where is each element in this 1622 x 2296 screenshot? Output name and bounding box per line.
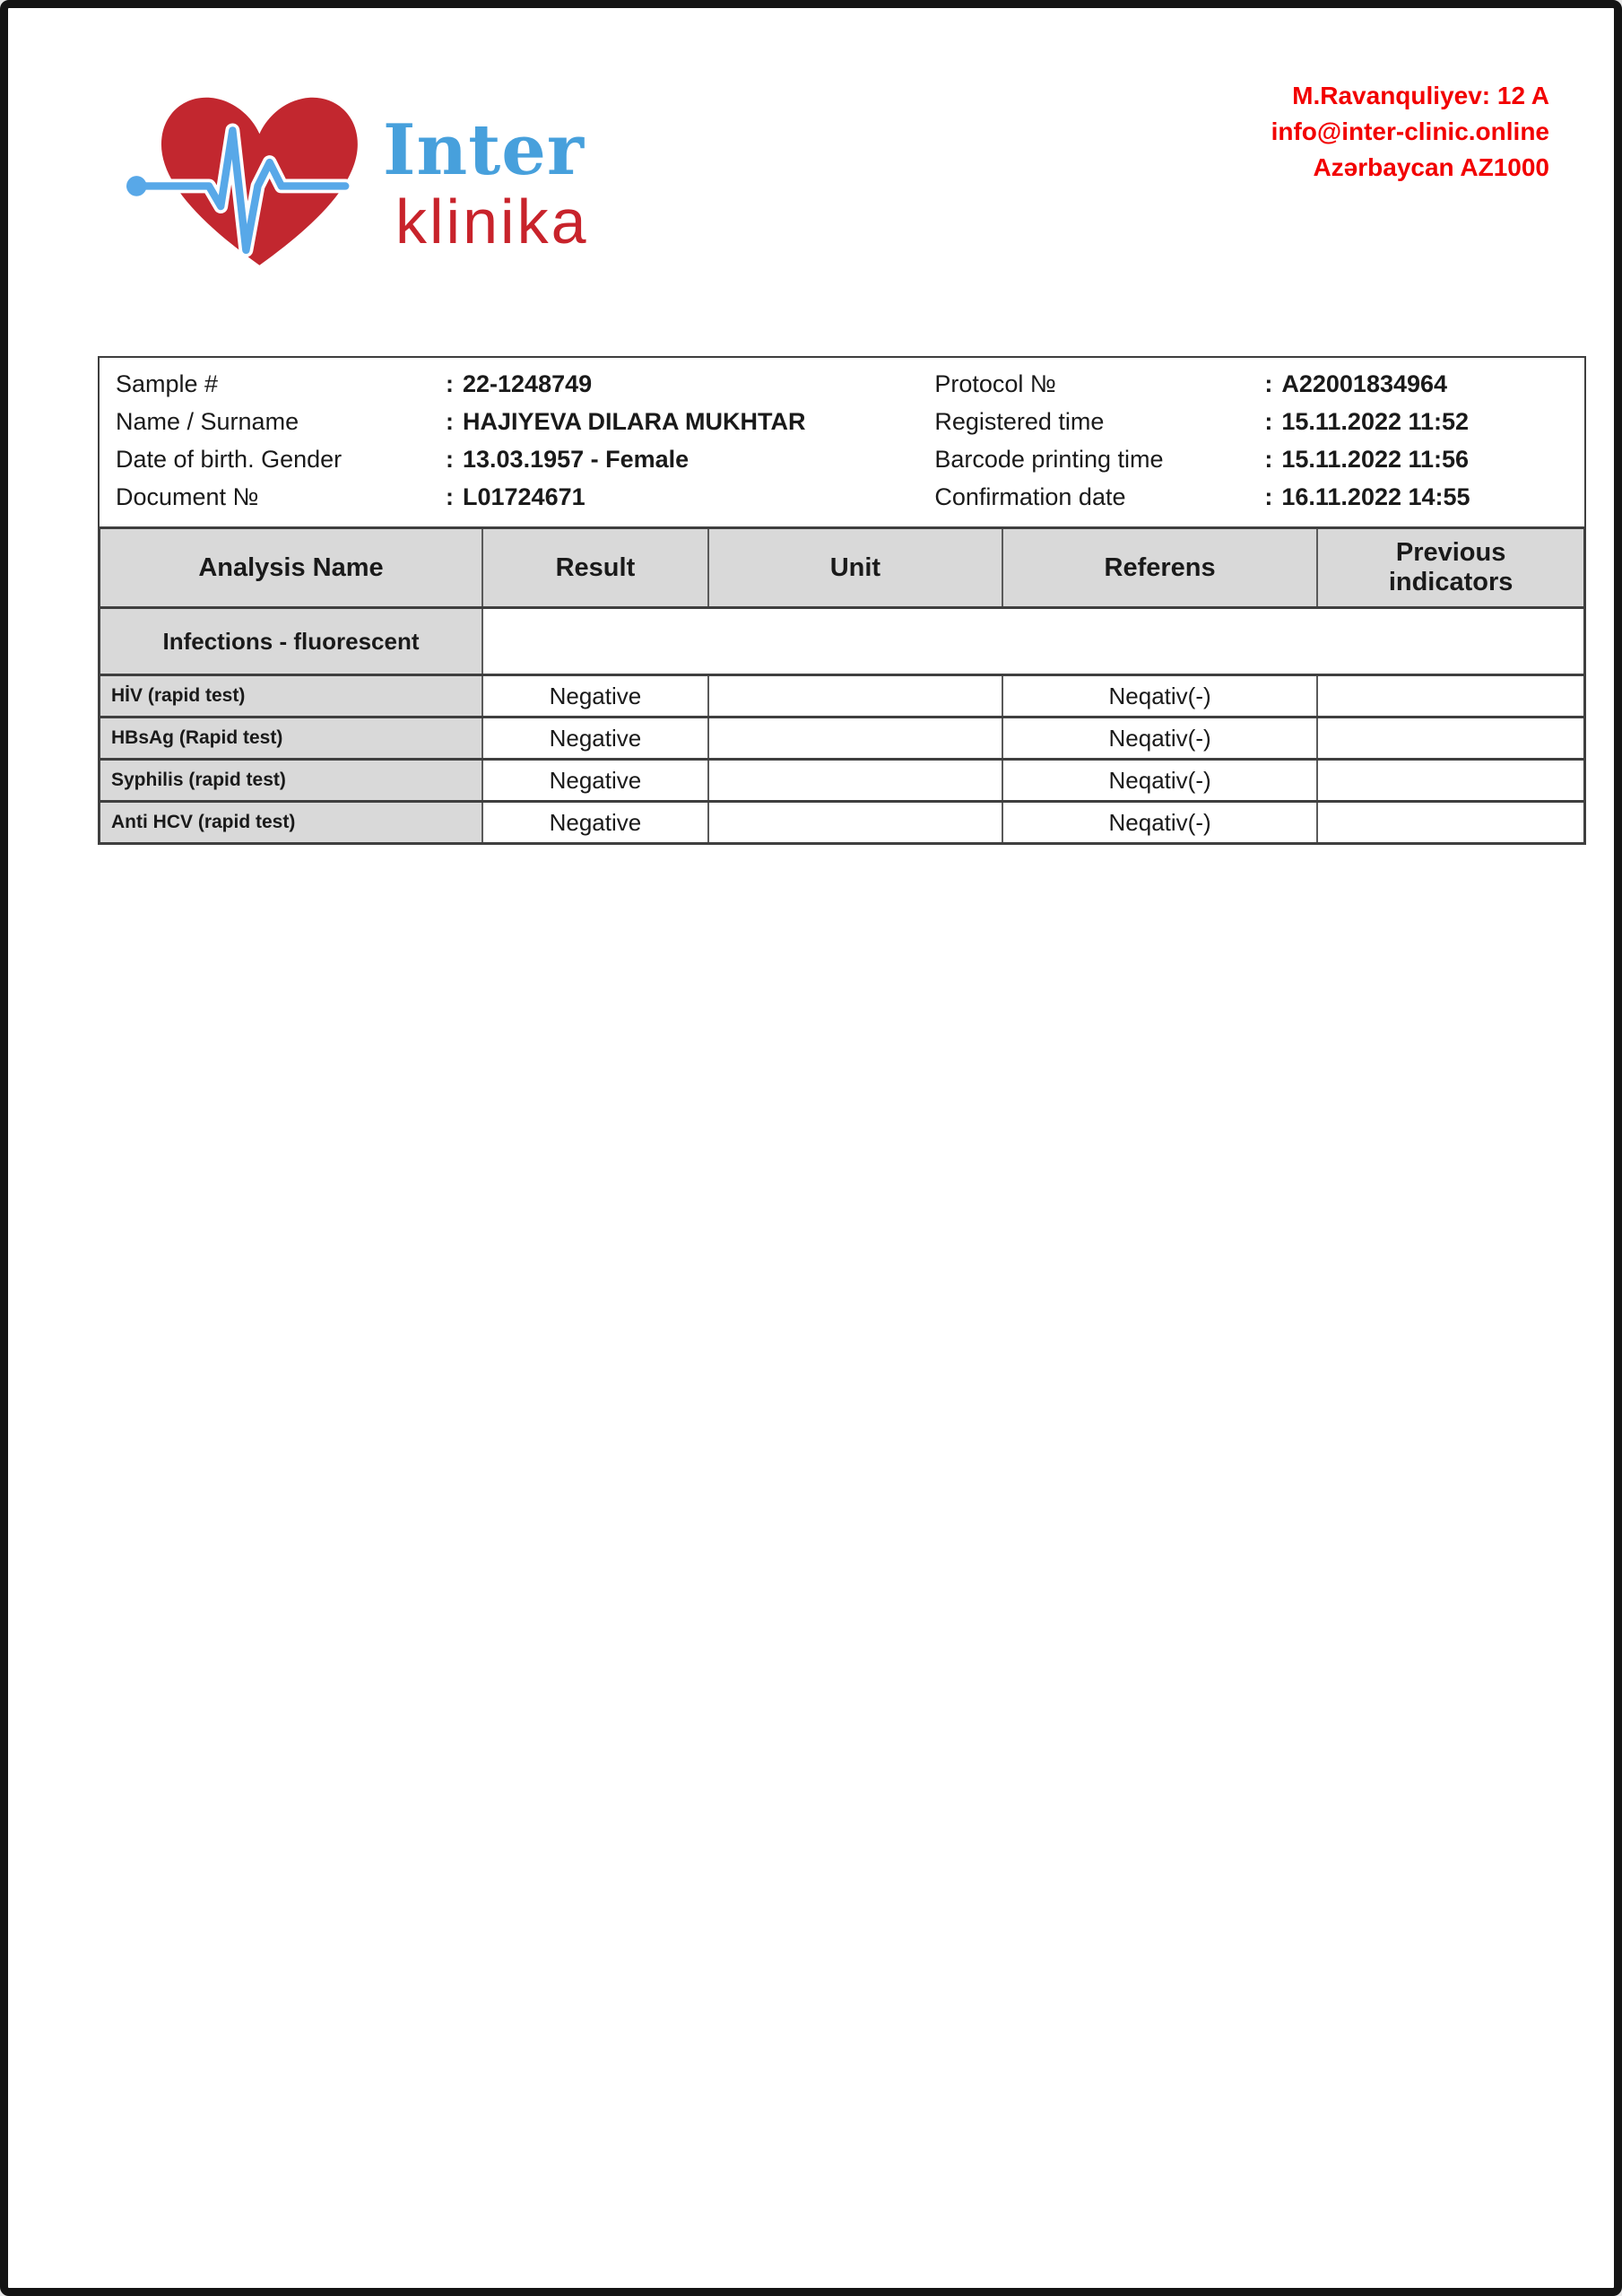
report-content — [98, 356, 1586, 845]
column-header-unit: Unit — [708, 528, 1002, 608]
section-row-spacer — [482, 608, 1585, 675]
info-label: Sample # — [116, 370, 219, 397]
results-table — [98, 526, 1586, 845]
patient-info-box — [98, 356, 1586, 528]
result-cell: Negative — [482, 760, 708, 802]
previous-indicators-cell — [1317, 802, 1584, 844]
unit-cell — [708, 718, 1002, 760]
column-header-referens: Referens — [1002, 528, 1317, 608]
contact-country-line: Azərbaycan AZ1000 — [1313, 153, 1549, 181]
info-row-sample — [100, 365, 931, 403]
logo-wordmark — [383, 109, 589, 257]
info-row-confirmation — [931, 478, 1584, 516]
info-label: Confirmation date — [934, 483, 1126, 510]
info-separator: : — [1264, 446, 1273, 473]
info-row-name — [100, 403, 931, 440]
info-value: A22001834964 — [1281, 370, 1448, 397]
result-cell: Negative — [482, 718, 708, 760]
table-row-hiv — [100, 675, 1585, 718]
previous-indicators-cell — [1317, 718, 1584, 760]
info-separator: : — [446, 408, 454, 435]
info-row-barcode — [931, 440, 1584, 478]
contact-address-line: M.Ravanquliyev: 12 A — [1292, 82, 1549, 109]
analysis-name-cell: Syphilis (rapid test) — [100, 760, 483, 802]
analysis-name-cell: HBsAg (Rapid test) — [100, 718, 483, 760]
info-label: Date of birth. Gender — [116, 446, 343, 473]
info-row-registered — [931, 403, 1584, 440]
result-cell: Negative — [482, 675, 708, 718]
info-value: 15.11.2022 11:52 — [1281, 408, 1470, 435]
info-separator: : — [446, 370, 454, 397]
unit-cell — [708, 675, 1002, 718]
section-title: Infections - fluorescent — [100, 608, 483, 675]
referens-cell: Neqativ(-) — [1002, 760, 1317, 802]
patient-info-left-column — [100, 365, 931, 516]
info-value: 13.03.1957 - Female — [463, 446, 690, 473]
info-label: Protocol № — [934, 370, 1056, 397]
logo-word-inter: Inter — [383, 109, 585, 191]
info-value: 16.11.2022 14:55 — [1281, 483, 1470, 510]
analysis-name-cell: Anti HCV (rapid test) — [100, 802, 483, 844]
clinic-logo — [125, 82, 589, 275]
info-label: Document № — [116, 483, 259, 510]
table-row-syphilis — [100, 760, 1585, 802]
table-row-anti-hcv — [100, 802, 1585, 844]
table-row-hbsag — [100, 718, 1585, 760]
column-header-analysis-name: Analysis Name — [100, 528, 483, 608]
heart-ecg-icon — [125, 82, 377, 275]
contact-email: info@inter-clinic.online — [1271, 117, 1549, 145]
previous-indicators-cell — [1317, 675, 1584, 718]
info-label: Registered time — [934, 408, 1105, 435]
info-separator: : — [1264, 483, 1273, 510]
info-value: 15.11.2022 11:56 — [1281, 446, 1470, 473]
info-value: 22-1248749 — [463, 370, 593, 397]
info-separator: : — [446, 446, 454, 473]
info-value: L01724671 — [463, 483, 585, 510]
previous-indicators-cell — [1317, 760, 1584, 802]
info-label: Name / Surname — [116, 408, 299, 435]
result-cell: Negative — [482, 802, 708, 844]
info-value: HAJIYEVA DILARA MUKHTAR — [463, 408, 806, 435]
info-label: Barcode printing time — [934, 446, 1164, 473]
referens-cell: Neqativ(-) — [1002, 718, 1317, 760]
unit-cell — [708, 760, 1002, 802]
info-separator: : — [1264, 370, 1273, 397]
info-row-birth-gender — [100, 440, 931, 478]
info-separator: : — [446, 483, 454, 510]
referens-cell: Neqativ(-) — [1002, 675, 1317, 718]
column-header-result: Result — [482, 528, 708, 608]
logo-word-klinika: klinika — [395, 187, 589, 257]
info-row-document — [100, 478, 931, 516]
info-separator: : — [1264, 408, 1273, 435]
results-header-row — [100, 528, 1585, 608]
analysis-name-cell: HİV (rapid test) — [100, 675, 483, 718]
section-row-infections — [100, 608, 1585, 675]
unit-cell — [708, 802, 1002, 844]
referens-cell: Neqativ(-) — [1002, 802, 1317, 844]
info-row-protocol — [931, 365, 1584, 403]
clinic-contact-block — [1271, 78, 1549, 186]
column-header-previous-indicators: Previous indicators — [1317, 528, 1584, 608]
patient-info-right-column — [931, 365, 1584, 516]
